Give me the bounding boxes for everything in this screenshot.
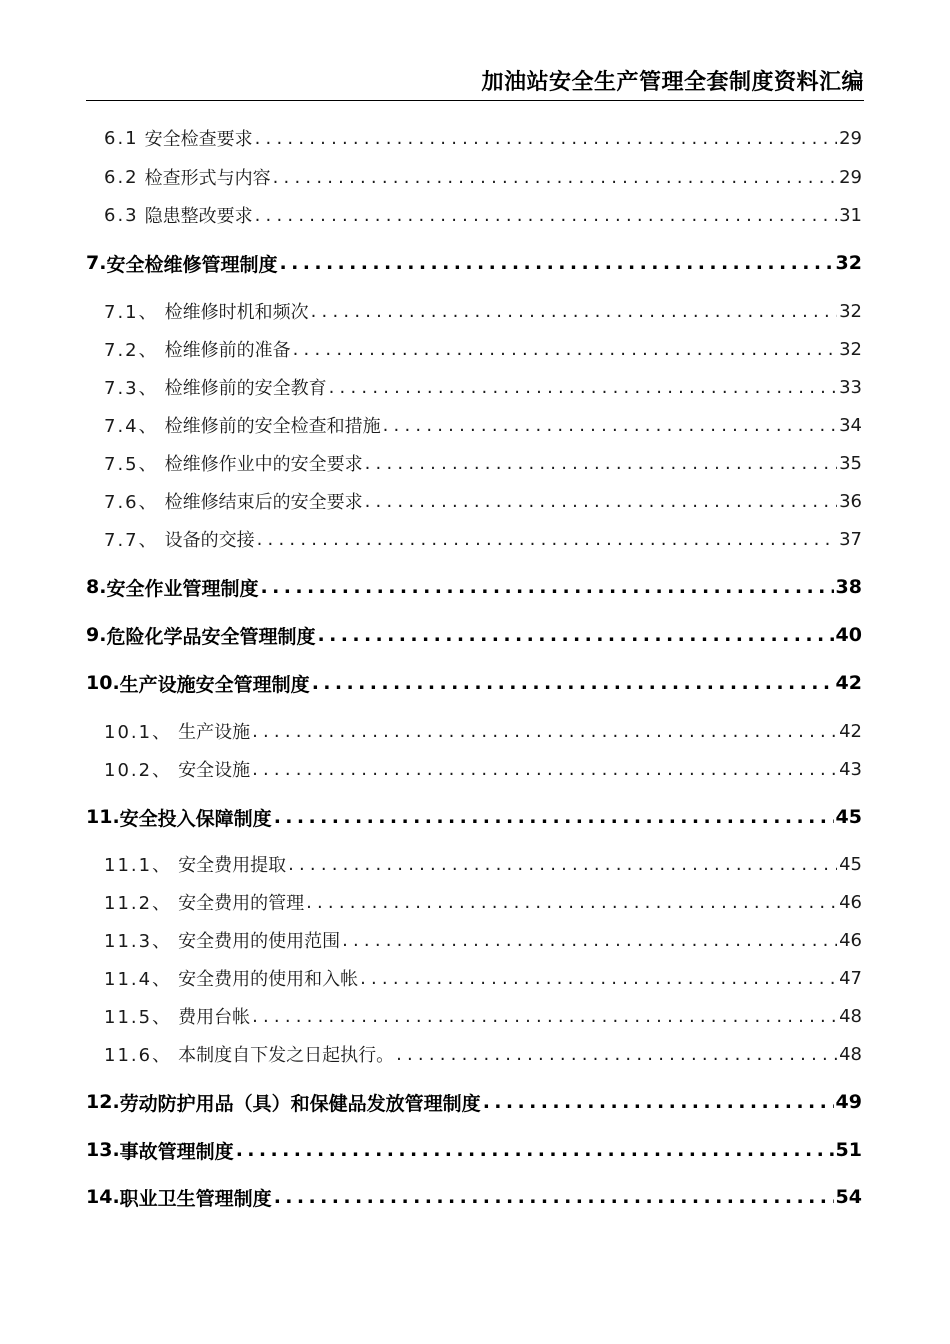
toc-entry-number: 11.2、 — [104, 893, 173, 914]
toc-entry-title: 安全投入保障制度 — [119, 807, 272, 830]
toc-section-entry[interactable] — [86, 372, 862, 402]
toc-chapter-entry[interactable] — [86, 1135, 862, 1165]
toc-section-entry[interactable] — [86, 925, 862, 955]
toc-entry-title: 检维修结束后的安全要求 — [164, 492, 363, 513]
toc-dot-leader — [365, 491, 837, 512]
toc-page-number: 42 — [835, 672, 862, 694]
toc-entry-number: 7. — [86, 252, 107, 274]
toc-section-entry[interactable] — [86, 410, 862, 440]
toc-page-number: 38 — [835, 576, 862, 598]
toc-entry-title: 生产设施 — [178, 722, 251, 743]
toc-chapter-entry[interactable] — [86, 248, 862, 278]
toc-page-number: 32 — [839, 338, 862, 360]
toc-entry-title: 检维修前的安全检查和措施 — [164, 416, 381, 437]
toc-page-number: 45 — [839, 853, 862, 875]
toc-page-number: 34 — [839, 414, 862, 436]
toc-dot-leader — [360, 968, 837, 989]
toc-entry-number: 11.3、 — [104, 931, 173, 952]
toc-entry-number: 12. — [86, 1091, 120, 1113]
toc-entry-number: 8. — [86, 576, 107, 598]
toc-entry-title: 检维修作业中的安全要求 — [164, 454, 363, 475]
document-title: 加油站安全生产管理全套制度资料汇编 — [481, 70, 864, 95]
toc-entry-title: 安全检查要求 — [144, 129, 253, 150]
toc-page-number: 43 — [839, 758, 862, 780]
toc-entry-number: 10.1、 — [104, 722, 173, 743]
toc-dot-leader — [293, 339, 837, 360]
toc-page-number: 47 — [839, 967, 862, 989]
toc-section-entry[interactable] — [86, 200, 862, 230]
toc-section-entry[interactable] — [86, 486, 862, 516]
toc-section-entry[interactable] — [86, 334, 862, 364]
toc-page-number: 31 — [839, 204, 862, 226]
toc-entry-title: 安全费用的管理 — [178, 893, 305, 914]
toc-page-number: 40 — [835, 624, 862, 646]
toc-entry-number: 13. — [86, 1139, 120, 1161]
toc-entry-number: 7.7、 — [104, 530, 159, 551]
toc-section-entry[interactable] — [86, 296, 862, 326]
toc-dot-leader — [365, 453, 837, 474]
toc-entry-title: 检查形式与内容 — [144, 168, 271, 189]
toc-section-entry[interactable] — [86, 716, 862, 746]
toc-dot-leader — [252, 1006, 837, 1027]
toc-entry-title: 安全费用的使用范围 — [178, 931, 341, 952]
toc-section-entry[interactable] — [86, 524, 862, 554]
toc-page-number: 54 — [835, 1186, 862, 1208]
toc-entry-title: 安全检维修管理制度 — [106, 253, 278, 276]
toc-dot-leader — [342, 930, 837, 951]
toc-section-entry[interactable] — [86, 754, 862, 784]
toc-page-number: 29 — [839, 166, 862, 188]
toc-chapter-entry[interactable] — [86, 1087, 862, 1117]
toc-page-number: 46 — [839, 891, 862, 913]
toc-section-entry[interactable] — [86, 1039, 862, 1069]
toc-entry-title: 安全设施 — [178, 760, 251, 781]
toc-entry-title: 安全费用提取 — [178, 855, 287, 876]
toc-section-entry[interactable] — [86, 162, 862, 192]
toc-dot-leader — [329, 377, 837, 398]
toc-entry-number: 11.1、 — [104, 855, 173, 876]
toc-entry-number: 6.1 — [104, 127, 139, 149]
toc-entry-number: 7.4、 — [104, 416, 159, 437]
toc-chapter-entry[interactable] — [86, 802, 862, 832]
toc-entry-number: 6.2 — [104, 166, 139, 188]
toc-entry-number: 7.5、 — [104, 454, 159, 475]
toc-entry-title: 检维修前的安全教育 — [164, 378, 327, 399]
toc-dot-leader — [306, 892, 837, 913]
toc-section-entry[interactable] — [86, 1001, 862, 1031]
toc-dot-leader — [311, 301, 837, 322]
toc-entry-number: 7.6、 — [104, 492, 159, 513]
toc-entry-number: 7.3、 — [104, 378, 159, 399]
toc-dot-leader — [396, 1044, 837, 1065]
toc-dot-leader — [236, 1139, 834, 1161]
toc-entry-title: 本制度自下发之日起执行。 — [178, 1045, 395, 1066]
toc-dot-leader — [255, 128, 837, 149]
toc-entry-title: 事故管理制度 — [119, 1140, 234, 1163]
toc-dot-leader — [312, 672, 834, 694]
toc-entry-title: 检维修前的准备 — [164, 340, 291, 361]
toc-dot-leader — [279, 252, 833, 274]
toc-section-entry[interactable] — [86, 963, 862, 993]
toc-entry-number: 11.4、 — [104, 969, 173, 990]
toc-page-number: 48 — [839, 1043, 862, 1065]
toc-page-number: 45 — [835, 806, 862, 828]
toc-entry-title: 费用台帐 — [178, 1007, 251, 1028]
toc-entry-title: 劳动防护用品（具）和保健品发放管理制度 — [119, 1092, 481, 1115]
toc-page-number: 51 — [835, 1139, 862, 1161]
toc-dot-leader — [255, 205, 837, 226]
toc-section-entry[interactable] — [86, 849, 862, 879]
toc-entry-number: 9. — [86, 624, 107, 646]
toc-page-number: 48 — [839, 1005, 862, 1027]
toc-section-entry[interactable] — [86, 448, 862, 478]
toc-dot-leader — [252, 721, 837, 742]
toc-section-entry[interactable] — [86, 123, 862, 153]
toc-chapter-entry[interactable] — [86, 572, 862, 602]
toc-section-entry[interactable] — [86, 887, 862, 917]
toc-chapter-entry[interactable] — [86, 668, 862, 698]
toc-entry-title: 安全作业管理制度 — [106, 577, 259, 600]
toc-entry-number: 7.2、 — [104, 340, 159, 361]
page-header — [86, 68, 864, 101]
toc-entry-title: 隐患整改要求 — [144, 206, 253, 227]
toc-dot-leader — [317, 624, 833, 646]
toc-dot-leader — [274, 806, 834, 828]
toc-entry-number: 11.6、 — [104, 1045, 173, 1066]
toc-page-number: 37 — [839, 528, 862, 550]
toc-dot-leader — [288, 854, 837, 875]
toc-entry-title: 安全费用的使用和入帐 — [178, 969, 359, 990]
toc-page-number: 35 — [839, 452, 862, 474]
toc-page-number: 36 — [839, 490, 862, 512]
toc-dot-leader — [252, 759, 837, 780]
toc-entry-title: 检维修时机和频次 — [164, 302, 309, 323]
toc-page-number: 33 — [839, 376, 862, 398]
toc-dot-leader — [260, 576, 833, 598]
toc-entry-number: 11.5、 — [104, 1007, 173, 1028]
toc-dot-leader — [273, 167, 837, 188]
toc-entry-number: 10.2、 — [104, 760, 173, 781]
toc-entry-number: 7.1、 — [104, 302, 159, 323]
toc-dot-leader — [383, 415, 837, 436]
toc-page-number: 46 — [839, 929, 862, 951]
toc-chapter-entry[interactable] — [86, 620, 862, 650]
toc-entry-number: 14. — [86, 1186, 120, 1208]
toc-entry-title: 设备的交接 — [164, 530, 255, 551]
toc-entry-number: 10. — [86, 672, 120, 694]
toc-entry-number: 11. — [86, 806, 120, 828]
toc-page-number: 42 — [839, 720, 862, 742]
toc-page-number: 29 — [839, 127, 862, 149]
toc-dot-leader — [257, 529, 837, 550]
toc-page-number: 32 — [835, 252, 862, 274]
toc-page-number: 32 — [839, 300, 862, 322]
toc-chapter-entry[interactable] — [86, 1182, 862, 1212]
toc-dot-leader — [483, 1091, 834, 1113]
toc-entry-title: 危险化学品安全管理制度 — [106, 625, 316, 648]
toc-entry-title: 生产设施安全管理制度 — [119, 673, 310, 696]
toc-entry-number: 6.3 — [104, 204, 139, 226]
toc-dot-leader — [274, 1186, 834, 1208]
toc-entry-title: 职业卫生管理制度 — [119, 1187, 272, 1210]
toc-page-number: 49 — [835, 1091, 862, 1113]
